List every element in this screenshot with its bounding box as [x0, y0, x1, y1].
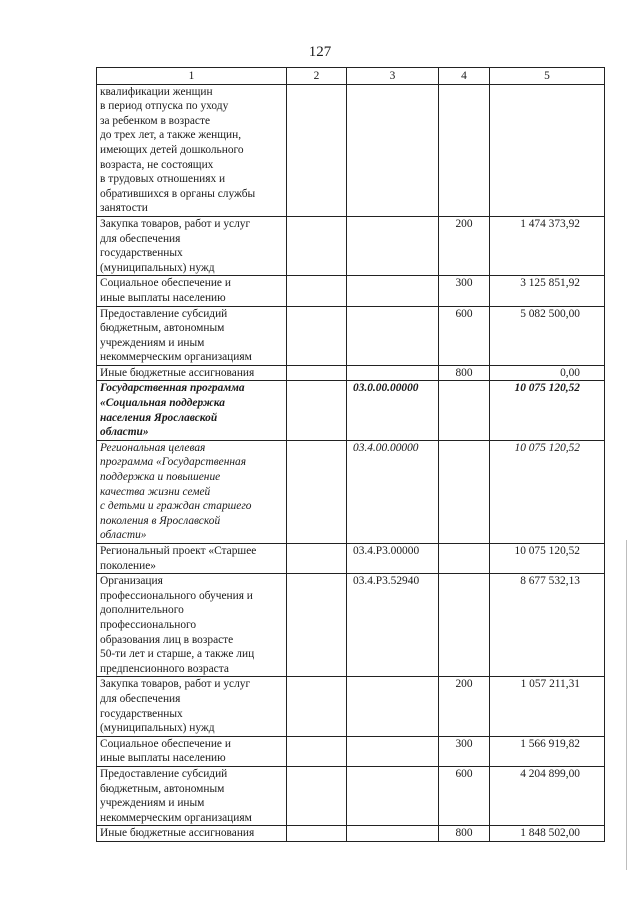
table-row	[97, 766, 605, 825]
cell-col2	[287, 84, 347, 216]
cell-col2	[287, 766, 347, 825]
cell-name: Региональная целевая программа «Государственная поддержка и повышение качества жизни семей с детьми и граждан старшего поколения в Ярославской области»	[97, 440, 287, 543]
cell-type: 300	[439, 276, 490, 306]
header-col-2: 2	[287, 68, 347, 85]
budget-table-body	[97, 68, 605, 842]
cell-col2	[287, 306, 347, 365]
cell-amount: 10 075 120,52	[490, 381, 605, 440]
table-row	[97, 440, 605, 543]
cell-name: Иные бюджетные ассигнования	[97, 826, 287, 842]
cell-amount: 8 677 532,13	[490, 574, 605, 677]
cell-code	[347, 766, 439, 825]
cell-type: 300	[439, 736, 490, 766]
cell-col2	[287, 677, 347, 736]
header-col-4: 4	[439, 68, 490, 85]
cell-col2	[287, 365, 347, 381]
page-number: 127	[308, 44, 332, 60]
cell-amount: 3 125 851,92	[490, 276, 605, 306]
cell-code	[347, 826, 439, 842]
cell-col2	[287, 574, 347, 677]
table-row	[97, 574, 605, 677]
table-row	[97, 276, 605, 306]
cell-code: 03.4.P3.52940	[347, 574, 439, 677]
cell-name: Иные бюджетные ассигнования	[97, 365, 287, 381]
cell-type: 800	[439, 365, 490, 381]
table-row	[97, 381, 605, 440]
cell-amount: 4 204 899,00	[490, 766, 605, 825]
header-col-3: 3	[347, 68, 439, 85]
table-row	[97, 84, 605, 216]
cell-type	[439, 440, 490, 543]
cell-name: Закупка товаров, работ и услуг для обеспечения государственных (муниципальных) нужд	[97, 677, 287, 736]
cell-name: Предоставление субсидий бюджетным, автономным учреждениям и иным некоммерческим организациям	[97, 306, 287, 365]
cell-type: 200	[439, 216, 490, 275]
table-row	[97, 826, 605, 842]
cell-col2	[287, 440, 347, 543]
cell-type	[439, 574, 490, 677]
cell-code: 03.4.P3.00000	[347, 544, 439, 574]
cell-code	[347, 84, 439, 216]
cell-col2	[287, 216, 347, 275]
cell-col2	[287, 276, 347, 306]
table-row	[97, 306, 605, 365]
header-row	[97, 68, 605, 85]
cell-amount: 10 075 120,52	[490, 440, 605, 543]
table-row	[97, 216, 605, 275]
cell-code	[347, 306, 439, 365]
cell-name: Организация профессионального обучения и дополнительного профессионального образования лиц в возрасте 50-ти лет и старше, а также лиц предпенсионного возраста	[97, 574, 287, 677]
cell-type: 600	[439, 306, 490, 365]
cell-code: 03.4.00.00000	[347, 440, 439, 543]
cell-amount: 0,00	[490, 365, 605, 381]
cell-type: 600	[439, 766, 490, 825]
cell-name: Государственная программа «Социальная поддержка населения Ярославской области»	[97, 381, 287, 440]
cell-amount: 1 057 211,31	[490, 677, 605, 736]
header-col-5: 5	[490, 68, 605, 85]
scan-edge-line	[626, 540, 627, 870]
table-row	[97, 544, 605, 574]
table-row	[97, 736, 605, 766]
cell-amount: 1 474 373,92	[490, 216, 605, 275]
cell-name: Социальное обеспечение и иные выплаты населению	[97, 276, 287, 306]
table-row	[97, 365, 605, 381]
cell-code	[347, 736, 439, 766]
cell-code	[347, 276, 439, 306]
cell-amount: 1 566 919,82	[490, 736, 605, 766]
cell-col2	[287, 544, 347, 574]
cell-code	[347, 365, 439, 381]
cell-col2	[287, 826, 347, 842]
cell-name: Закупка товаров, работ и услуг для обеспечения государственных (муниципальных) нужд	[97, 216, 287, 275]
cell-amount: 5 082 500,00	[490, 306, 605, 365]
cell-name: квалификации женщин в период отпуска по уходу за ребенком в возрасте до трех лет, а также женщин, имеющих детей дошкольного возраста, не состоящих в трудовых отношениях и обратившихся в органы службы занятости	[97, 84, 287, 216]
cell-name: Предоставление субсидий бюджетным, автономным учреждениям и иным некоммерческим организациям	[97, 766, 287, 825]
cell-amount: 10 075 120,52	[490, 544, 605, 574]
budget-table	[96, 67, 605, 842]
cell-name: Региональный проект «Старшее поколение»	[97, 544, 287, 574]
cell-type	[439, 84, 490, 216]
cell-name: Социальное обеспечение и иные выплаты населению	[97, 736, 287, 766]
cell-type: 800	[439, 826, 490, 842]
header-col-1: 1	[97, 68, 287, 85]
cell-col2	[287, 736, 347, 766]
cell-code	[347, 677, 439, 736]
cell-col2	[287, 381, 347, 440]
cell-code: 03.0.00.00000	[347, 381, 439, 440]
cell-amount	[490, 84, 605, 216]
cell-type: 200	[439, 677, 490, 736]
cell-type	[439, 544, 490, 574]
cell-code	[347, 216, 439, 275]
cell-type	[439, 381, 490, 440]
cell-amount: 1 848 502,00	[490, 826, 605, 842]
table-row	[97, 677, 605, 736]
